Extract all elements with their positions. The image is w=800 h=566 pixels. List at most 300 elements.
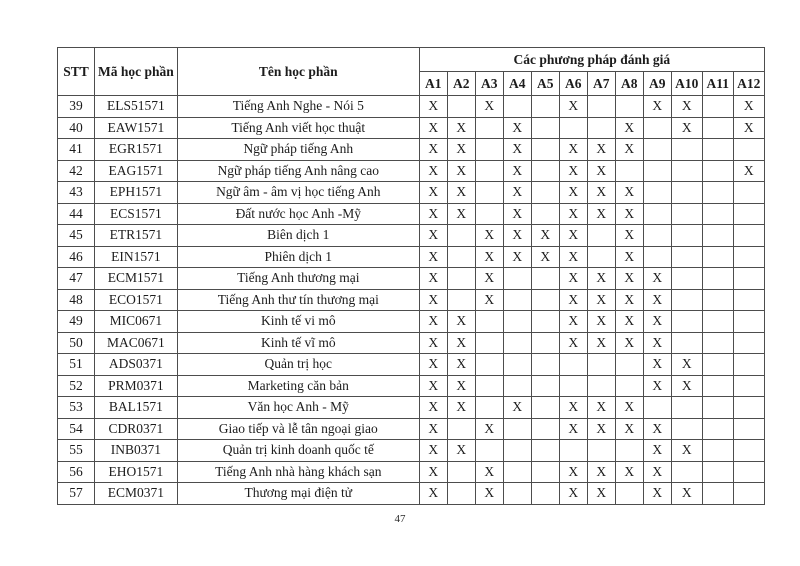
course-name-cell: Tiếng Anh Nghe - Nói 5 (177, 96, 419, 118)
mark-cell: X (643, 289, 671, 311)
stt-cell: 55 (58, 440, 95, 462)
mark-cell (702, 461, 733, 483)
mark-cell: X (419, 483, 447, 505)
mark-cell (643, 139, 671, 161)
stt-cell: 39 (58, 96, 95, 118)
mark-cell: X (615, 418, 643, 440)
mark-cell: X (587, 268, 615, 290)
mark-cell (531, 483, 559, 505)
mark-cell (475, 440, 503, 462)
mark-cell (447, 461, 475, 483)
mark-cell: X (559, 397, 587, 419)
header-row-group (58, 48, 765, 72)
mark-cell (733, 139, 764, 161)
course-name-cell: Văn học Anh - Mỹ (177, 397, 419, 419)
mark-cell (733, 268, 764, 290)
mark-cell: X (615, 225, 643, 247)
mark-cell (447, 96, 475, 118)
mark-cell (587, 246, 615, 268)
stt-cell: 54 (58, 418, 95, 440)
mark-cell: X (671, 375, 702, 397)
course-name-cell: Tiếng Anh thư tín thương mại (177, 289, 419, 311)
mark-cell: X (419, 160, 447, 182)
mark-cell: X (475, 268, 503, 290)
table-row (58, 96, 765, 118)
header-method-col: A2 (447, 72, 475, 96)
mark-cell: X (559, 246, 587, 268)
header-method-col: A4 (503, 72, 531, 96)
mark-cell (643, 203, 671, 225)
mark-cell (531, 375, 559, 397)
course-code-cell: EGR1571 (95, 139, 178, 161)
mark-cell: X (559, 418, 587, 440)
mark-cell: X (559, 289, 587, 311)
mark-cell: X (419, 203, 447, 225)
mark-cell: X (615, 117, 643, 139)
mark-cell: X (447, 117, 475, 139)
mark-cell: X (643, 483, 671, 505)
course-name-cell: Quản trị kinh doanh quốc tế (177, 440, 419, 462)
mark-cell: X (733, 160, 764, 182)
mark-cell: X (419, 182, 447, 204)
mark-cell (503, 311, 531, 333)
mark-cell (615, 160, 643, 182)
mark-cell (447, 418, 475, 440)
stt-cell: 52 (58, 375, 95, 397)
mark-cell: X (671, 483, 702, 505)
course-name-cell: Thương mại điện tử (177, 483, 419, 505)
mark-cell: X (419, 375, 447, 397)
course-name-cell: Marketing căn bản (177, 375, 419, 397)
course-code-cell: MAC0671 (95, 332, 178, 354)
mark-cell (503, 268, 531, 290)
mark-cell (733, 182, 764, 204)
mark-cell: X (733, 117, 764, 139)
table-row (58, 483, 765, 505)
table-row (58, 311, 765, 333)
stt-cell: 49 (58, 311, 95, 333)
mark-cell: X (475, 225, 503, 247)
header-method-col: A1 (419, 72, 447, 96)
course-code-cell: EAW1571 (95, 117, 178, 139)
mark-cell: X (419, 117, 447, 139)
course-name-cell: Giao tiếp và lễ tân ngoại giao (177, 418, 419, 440)
header-method-col: A8 (615, 72, 643, 96)
table-row (58, 117, 765, 139)
mark-cell: X (475, 483, 503, 505)
mark-cell (503, 96, 531, 118)
header-ma-hoc-phan: Mã học phần (95, 48, 178, 96)
mark-cell (531, 268, 559, 290)
mark-cell (733, 483, 764, 505)
mark-cell: X (419, 397, 447, 419)
course-name-cell: Phiên dịch 1 (177, 246, 419, 268)
mark-cell: X (615, 397, 643, 419)
course-name-cell: Ngữ pháp tiếng Anh (177, 139, 419, 161)
mark-cell (643, 117, 671, 139)
mark-cell: X (447, 160, 475, 182)
mark-cell (615, 375, 643, 397)
mark-cell (643, 182, 671, 204)
mark-cell (587, 375, 615, 397)
mark-cell: X (643, 375, 671, 397)
mark-cell: X (419, 418, 447, 440)
course-name-cell: Tiếng Anh nhà hàng khách sạn (177, 461, 419, 483)
mark-cell (503, 418, 531, 440)
mark-cell (503, 461, 531, 483)
mark-cell: X (615, 332, 643, 354)
mark-cell (733, 289, 764, 311)
mark-cell: X (559, 160, 587, 182)
mark-cell (531, 332, 559, 354)
course-code-cell: BAL1571 (95, 397, 178, 419)
mark-cell (475, 139, 503, 161)
header-method-col: A6 (559, 72, 587, 96)
mark-cell: X (615, 246, 643, 268)
mark-cell: X (615, 182, 643, 204)
mark-cell (733, 418, 764, 440)
course-code-cell: PRM0371 (95, 375, 178, 397)
mark-cell: X (733, 96, 764, 118)
mark-cell (671, 182, 702, 204)
mark-cell: X (615, 139, 643, 161)
course-code-cell: CDR0371 (95, 418, 178, 440)
mark-cell (531, 354, 559, 376)
stt-cell: 42 (58, 160, 95, 182)
mark-cell: X (419, 246, 447, 268)
mark-cell (671, 397, 702, 419)
mark-cell (702, 96, 733, 118)
mark-cell: X (643, 418, 671, 440)
mark-cell: X (671, 117, 702, 139)
stt-cell: 48 (58, 289, 95, 311)
mark-cell: X (475, 461, 503, 483)
course-name-cell: Tiếng Anh viết học thuật (177, 117, 419, 139)
mark-cell (475, 117, 503, 139)
table-row (58, 246, 765, 268)
mark-cell (702, 418, 733, 440)
mark-cell (671, 289, 702, 311)
mark-cell: X (615, 203, 643, 225)
mark-cell: X (447, 375, 475, 397)
mark-cell (503, 332, 531, 354)
mark-cell (447, 483, 475, 505)
mark-cell: X (643, 440, 671, 462)
mark-cell (615, 440, 643, 462)
table-row (58, 225, 765, 247)
header-method-col: A5 (531, 72, 559, 96)
course-name-cell: Ngữ pháp tiếng Anh nâng cao (177, 160, 419, 182)
mark-cell (733, 461, 764, 483)
mark-cell (702, 225, 733, 247)
mark-cell (615, 354, 643, 376)
mark-cell (475, 397, 503, 419)
table-row (58, 203, 765, 225)
mark-cell: X (419, 225, 447, 247)
mark-cell: X (587, 139, 615, 161)
mark-cell: X (447, 139, 475, 161)
mark-cell: X (559, 311, 587, 333)
mark-cell: X (559, 332, 587, 354)
mark-cell: X (419, 96, 447, 118)
mark-cell (733, 354, 764, 376)
mark-cell: X (531, 225, 559, 247)
mark-cell: X (615, 461, 643, 483)
mark-cell: X (587, 332, 615, 354)
mark-cell (671, 418, 702, 440)
table-row (58, 139, 765, 161)
mark-cell: X (503, 225, 531, 247)
course-code-cell: EHO1571 (95, 461, 178, 483)
mark-cell (671, 461, 702, 483)
mark-cell (475, 182, 503, 204)
mark-cell: X (559, 483, 587, 505)
course-code-cell: EAG1571 (95, 160, 178, 182)
course-code-cell: INB0371 (95, 440, 178, 462)
course-code-cell: ECM1571 (95, 268, 178, 290)
stt-cell: 44 (58, 203, 95, 225)
mark-cell (643, 246, 671, 268)
mark-cell (531, 440, 559, 462)
table-row (58, 418, 765, 440)
table-row (58, 289, 765, 311)
mark-cell: X (503, 139, 531, 161)
header-method-col: A11 (702, 72, 733, 96)
stt-cell: 43 (58, 182, 95, 204)
mark-cell (475, 332, 503, 354)
mark-cell: X (587, 160, 615, 182)
mark-cell (702, 203, 733, 225)
mark-cell (702, 139, 733, 161)
mark-cell: X (559, 182, 587, 204)
mark-cell: X (643, 96, 671, 118)
mark-cell: X (475, 246, 503, 268)
mark-cell (447, 246, 475, 268)
mark-cell (643, 397, 671, 419)
course-name-cell: Ngữ âm - âm vị học tiếng Anh (177, 182, 419, 204)
mark-cell: X (615, 311, 643, 333)
mark-cell: X (503, 203, 531, 225)
mark-cell: X (475, 96, 503, 118)
mark-cell (531, 397, 559, 419)
page-number: 47 (394, 513, 406, 525)
mark-cell (702, 117, 733, 139)
table-row (58, 375, 765, 397)
mark-cell (475, 311, 503, 333)
course-code-cell: ECO1571 (95, 289, 178, 311)
mark-cell: X (587, 182, 615, 204)
course-code-cell: ELS51571 (95, 96, 178, 118)
mark-cell (475, 160, 503, 182)
mark-cell (643, 160, 671, 182)
course-name-cell: Quản trị học (177, 354, 419, 376)
mark-cell: X (559, 268, 587, 290)
table-row (58, 160, 765, 182)
mark-cell: X (503, 397, 531, 419)
mark-cell: X (587, 483, 615, 505)
mark-cell (531, 203, 559, 225)
mark-cell (733, 440, 764, 462)
mark-cell (531, 96, 559, 118)
mark-cell (733, 311, 764, 333)
mark-cell: X (419, 268, 447, 290)
course-code-cell: ECS1571 (95, 203, 178, 225)
mark-cell (671, 311, 702, 333)
stt-cell: 45 (58, 225, 95, 247)
mark-cell (503, 289, 531, 311)
mark-cell: X (503, 117, 531, 139)
mark-cell (587, 440, 615, 462)
mark-cell (559, 440, 587, 462)
mark-cell (531, 182, 559, 204)
mark-cell (531, 461, 559, 483)
table-row (58, 397, 765, 419)
mark-cell (733, 332, 764, 354)
mark-cell (702, 332, 733, 354)
mark-cell (702, 246, 733, 268)
mark-cell: X (559, 96, 587, 118)
mark-cell: X (503, 182, 531, 204)
course-name-cell: Tiếng Anh thương mại (177, 268, 419, 290)
mark-cell: X (503, 246, 531, 268)
mark-cell (531, 311, 559, 333)
mark-cell (671, 225, 702, 247)
mark-cell (447, 289, 475, 311)
mark-cell (559, 375, 587, 397)
course-name-cell: Kinh tế vĩ mô (177, 332, 419, 354)
mark-cell: X (475, 289, 503, 311)
mark-cell (615, 96, 643, 118)
table-row (58, 182, 765, 204)
mark-cell: X (587, 397, 615, 419)
mark-cell (559, 117, 587, 139)
header-method-col: A9 (643, 72, 671, 96)
mark-cell (702, 440, 733, 462)
mark-cell: X (419, 354, 447, 376)
mark-cell: X (503, 160, 531, 182)
mark-cell (587, 117, 615, 139)
mark-cell: X (643, 354, 671, 376)
header-ten-hoc-phan: Tên học phần (177, 48, 419, 96)
stt-cell: 46 (58, 246, 95, 268)
mark-cell (702, 160, 733, 182)
mark-cell (559, 354, 587, 376)
mark-cell: X (587, 418, 615, 440)
header-stt: STT (58, 48, 95, 96)
mark-cell (643, 225, 671, 247)
mark-cell: X (559, 139, 587, 161)
table-row (58, 440, 765, 462)
mark-cell (587, 96, 615, 118)
mark-cell (702, 268, 733, 290)
stt-cell: 56 (58, 461, 95, 483)
mark-cell (531, 160, 559, 182)
stt-cell: 53 (58, 397, 95, 419)
mark-cell (447, 268, 475, 290)
mark-cell: X (447, 397, 475, 419)
stt-cell: 41 (58, 139, 95, 161)
course-code-cell: ECM0371 (95, 483, 178, 505)
mark-cell (503, 375, 531, 397)
mark-cell (503, 354, 531, 376)
stt-cell: 40 (58, 117, 95, 139)
course-code-cell: MIC0671 (95, 311, 178, 333)
mark-cell: X (643, 311, 671, 333)
mark-cell (531, 418, 559, 440)
mark-cell (733, 375, 764, 397)
course-code-cell: EPH1571 (95, 182, 178, 204)
mark-cell (587, 225, 615, 247)
mark-cell (702, 289, 733, 311)
header-methods-group: Các phương pháp đánh giá (419, 48, 764, 72)
course-code-cell: ETR1571 (95, 225, 178, 247)
mark-cell: X (419, 289, 447, 311)
mark-cell: X (419, 139, 447, 161)
course-code-cell: ADS0371 (95, 354, 178, 376)
course-code-cell: EIN1571 (95, 246, 178, 268)
mark-cell (475, 375, 503, 397)
mark-cell: X (447, 354, 475, 376)
mark-cell (531, 289, 559, 311)
mark-cell: X (447, 203, 475, 225)
mark-cell: X (447, 311, 475, 333)
mark-cell: X (671, 354, 702, 376)
mark-cell (733, 203, 764, 225)
mark-cell: X (447, 332, 475, 354)
mark-cell: X (671, 96, 702, 118)
mark-cell: X (475, 418, 503, 440)
header-method-col: A10 (671, 72, 702, 96)
mark-cell (671, 332, 702, 354)
stt-cell: 57 (58, 483, 95, 505)
mark-cell: X (559, 225, 587, 247)
mark-cell: X (587, 461, 615, 483)
mark-cell (702, 311, 733, 333)
mark-cell: X (419, 440, 447, 462)
mark-cell: X (643, 461, 671, 483)
stt-cell: 47 (58, 268, 95, 290)
mark-cell: X (615, 289, 643, 311)
mark-cell (702, 354, 733, 376)
course-evaluation-table (57, 47, 765, 505)
mark-cell (503, 440, 531, 462)
stt-cell: 51 (58, 354, 95, 376)
mark-cell: X (559, 203, 587, 225)
mark-cell (475, 203, 503, 225)
table-row (58, 461, 765, 483)
stt-cell: 50 (58, 332, 95, 354)
mark-cell: X (587, 203, 615, 225)
mark-cell (671, 246, 702, 268)
mark-cell (702, 397, 733, 419)
mark-cell: X (671, 440, 702, 462)
mark-cell: X (643, 332, 671, 354)
header-method-col: A7 (587, 72, 615, 96)
mark-cell: X (615, 268, 643, 290)
header-method-col: A3 (475, 72, 503, 96)
mark-cell (531, 117, 559, 139)
table-row (58, 332, 765, 354)
mark-cell (447, 225, 475, 247)
mark-cell: X (559, 461, 587, 483)
mark-cell: X (447, 440, 475, 462)
mark-cell: X (587, 311, 615, 333)
mark-cell: X (447, 182, 475, 204)
header-method-col: A12 (733, 72, 764, 96)
mark-cell (531, 139, 559, 161)
mark-cell: X (419, 332, 447, 354)
mark-cell: X (419, 461, 447, 483)
